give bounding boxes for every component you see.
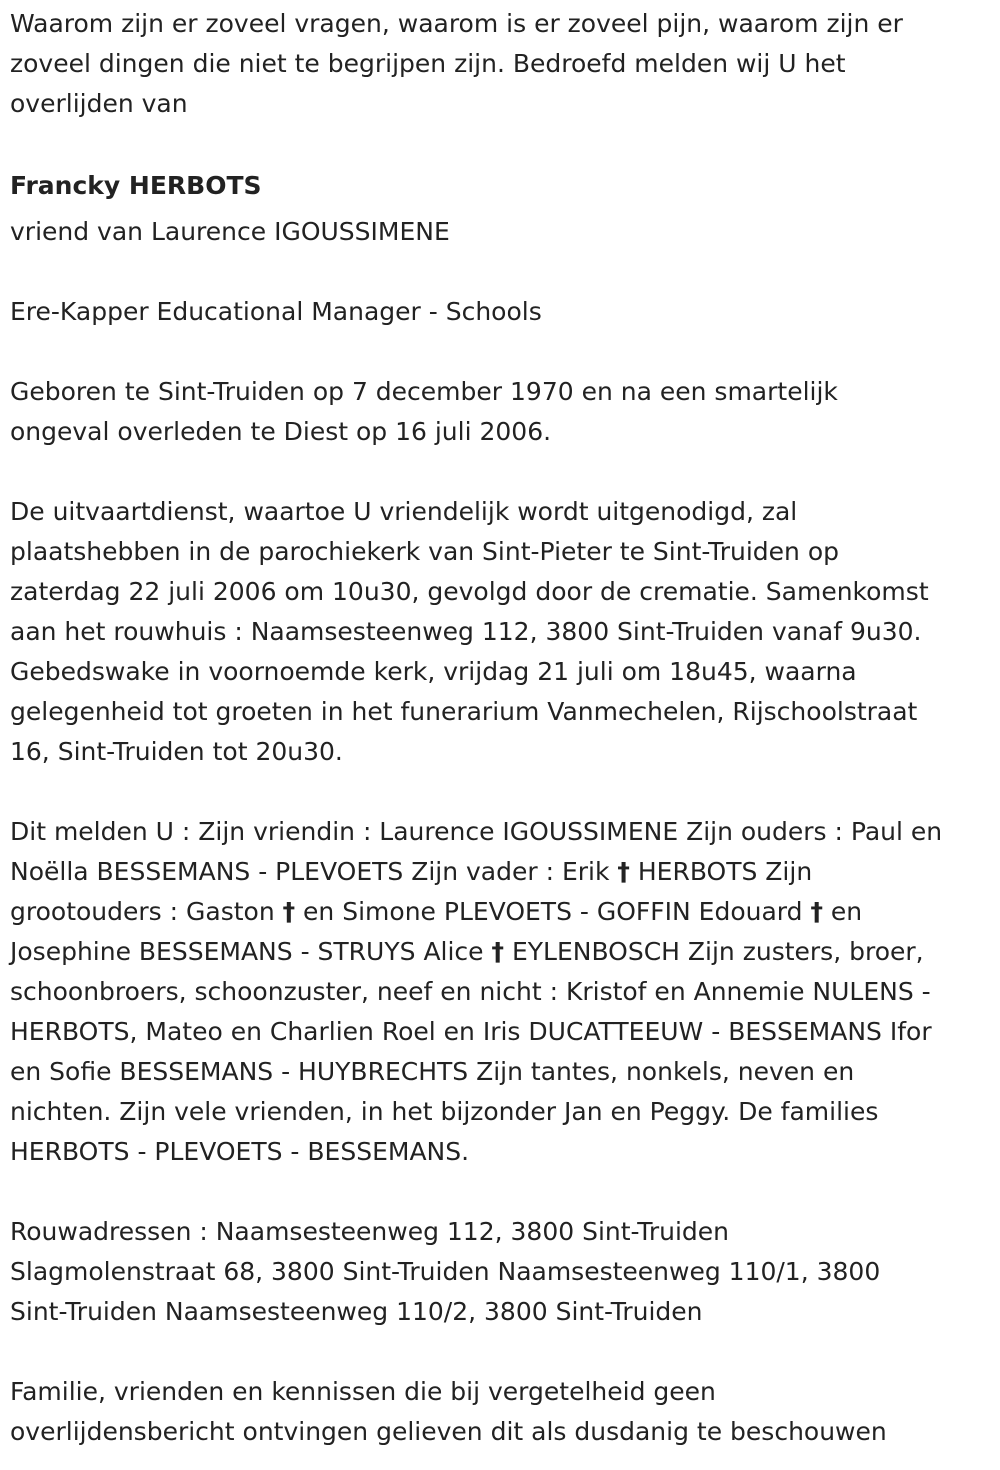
ceremony-paragraph: [10, 492, 992, 772]
addresses-paragraph: [10, 1212, 992, 1332]
family-line: en Sofie BESSEMANS - HUYBRECHTS Zijn tantes, nonkels, neven en: [10, 1057, 855, 1086]
family-text: en: [822, 897, 863, 926]
closing-line: overlijdensbericht ontvingen gelieven dit als dusdanig te beschouwen: [10, 1417, 887, 1446]
cross-icon: †: [491, 937, 505, 966]
family-line: [10, 852, 992, 892]
cross-icon: †: [810, 897, 823, 926]
family-text: Josephine BESSEMANS - STRUYS Alice: [10, 937, 492, 966]
ceremony-line: Gebedswake in voornoemde kerk, vrijdag 21 juli om 18u45, waarna: [10, 657, 857, 686]
ceremony-line: gelegenheid tot groeten in het funerarium Vanmechelen, Rijschoolstraat: [10, 697, 918, 726]
spacer: [10, 772, 992, 812]
family-text: en Simone PLEVOETS - GOFFIN Edouard: [295, 897, 811, 926]
family-line: nichten. Zijn vele vrienden, in het bijzonder Jan en Peggy. De families: [10, 1097, 879, 1126]
cross-icon: †: [617, 857, 630, 886]
deceased-relation: vriend van Laurence IGOUSSIMENE: [10, 217, 450, 246]
family-text: HERBOTS Zijn: [629, 857, 813, 886]
spacer: [10, 252, 992, 292]
spacer: [10, 332, 992, 372]
address-line: Slagmolenstraat 68, 3800 Sint-Truiden Naamsesteenweg 110/1, 3800: [10, 1257, 881, 1286]
spacer: [10, 452, 992, 492]
family-line: [10, 932, 992, 972]
family-line: Dit melden U : Zijn vriendin : Laurence IGOUSSIMENE Zijn ouders : Paul en: [10, 817, 943, 846]
birth-death-line: Geboren te Sint-Truiden op 7 december 1970 en na een smartelijk: [10, 377, 838, 406]
cross-icon: †: [282, 897, 296, 926]
family-text: Noëlla BESSEMANS - PLEVOETS Zijn vader : Erik: [10, 857, 618, 886]
ceremony-line: 16, Sint-Truiden tot 20u30.: [10, 737, 343, 766]
address-line: Rouwadressen : Naamsesteenweg 112, 3800 Sint-Truiden: [10, 1217, 730, 1246]
family-text: grootouders : Gaston: [10, 897, 283, 926]
closing-paragraph: [10, 1372, 992, 1452]
obituary-text: [10, 4, 992, 1452]
family-line: [10, 892, 992, 932]
spacer: [10, 1332, 992, 1372]
ceremony-line: De uitvaartdienst, waartoe U vriendelijk wordt uitgenodigd, zal: [10, 497, 798, 526]
ceremony-line: aan het rouwhuis : Naamsesteenweg 112, 3800 Sint-Truiden vanaf 9u30.: [10, 617, 922, 646]
ceremony-line: plaatshebben in de parochiekerk van Sint-Pieter te Sint-Truiden op: [10, 537, 839, 566]
birth-death-paragraph: [10, 372, 992, 452]
intro-line: zoveel dingen die niet te begrijpen zijn. Bedroefd melden wij U het: [10, 49, 846, 78]
address-line: Sint-Truiden Naamsesteenweg 110/2, 3800 Sint-Truiden: [10, 1297, 703, 1326]
closing-line: Familie, vrienden en kennissen die bij vergetelheid geen: [10, 1377, 716, 1406]
spacer: [10, 124, 992, 164]
family-line: HERBOTS - PLEVOETS - BESSEMANS.: [10, 1137, 470, 1166]
intro-line: Waarom zijn er zoveel vragen, waarom is er zoveel pijn, waarom zijn er: [10, 9, 903, 38]
deceased-profession: Ere-Kapper Educational Manager - Schools: [10, 297, 542, 326]
intro-line: overlijden van: [10, 89, 188, 118]
intro-paragraph: [10, 4, 992, 124]
family-line: HERBOTS, Mateo en Charlien Roel en Iris DUCATTEEUW - BESSEMANS Ifor: [10, 1017, 932, 1046]
deceased-name: Francky HERBOTS: [10, 171, 262, 200]
spacer: [10, 1172, 992, 1212]
family-line: schoonbroers, schoonzuster, neef en nicht : Kristof en Annemie NULENS -: [10, 977, 931, 1006]
ceremony-line: zaterdag 22 juli 2006 om 10u30, gevolgd door de crematie. Samenkomst: [10, 577, 929, 606]
birth-death-line: ongeval overleden te Diest op 16 juli 2006.: [10, 417, 552, 446]
family-text: EYLENBOSCH Zijn zusters, broer,: [504, 937, 924, 966]
family-paragraph: [10, 812, 992, 1172]
